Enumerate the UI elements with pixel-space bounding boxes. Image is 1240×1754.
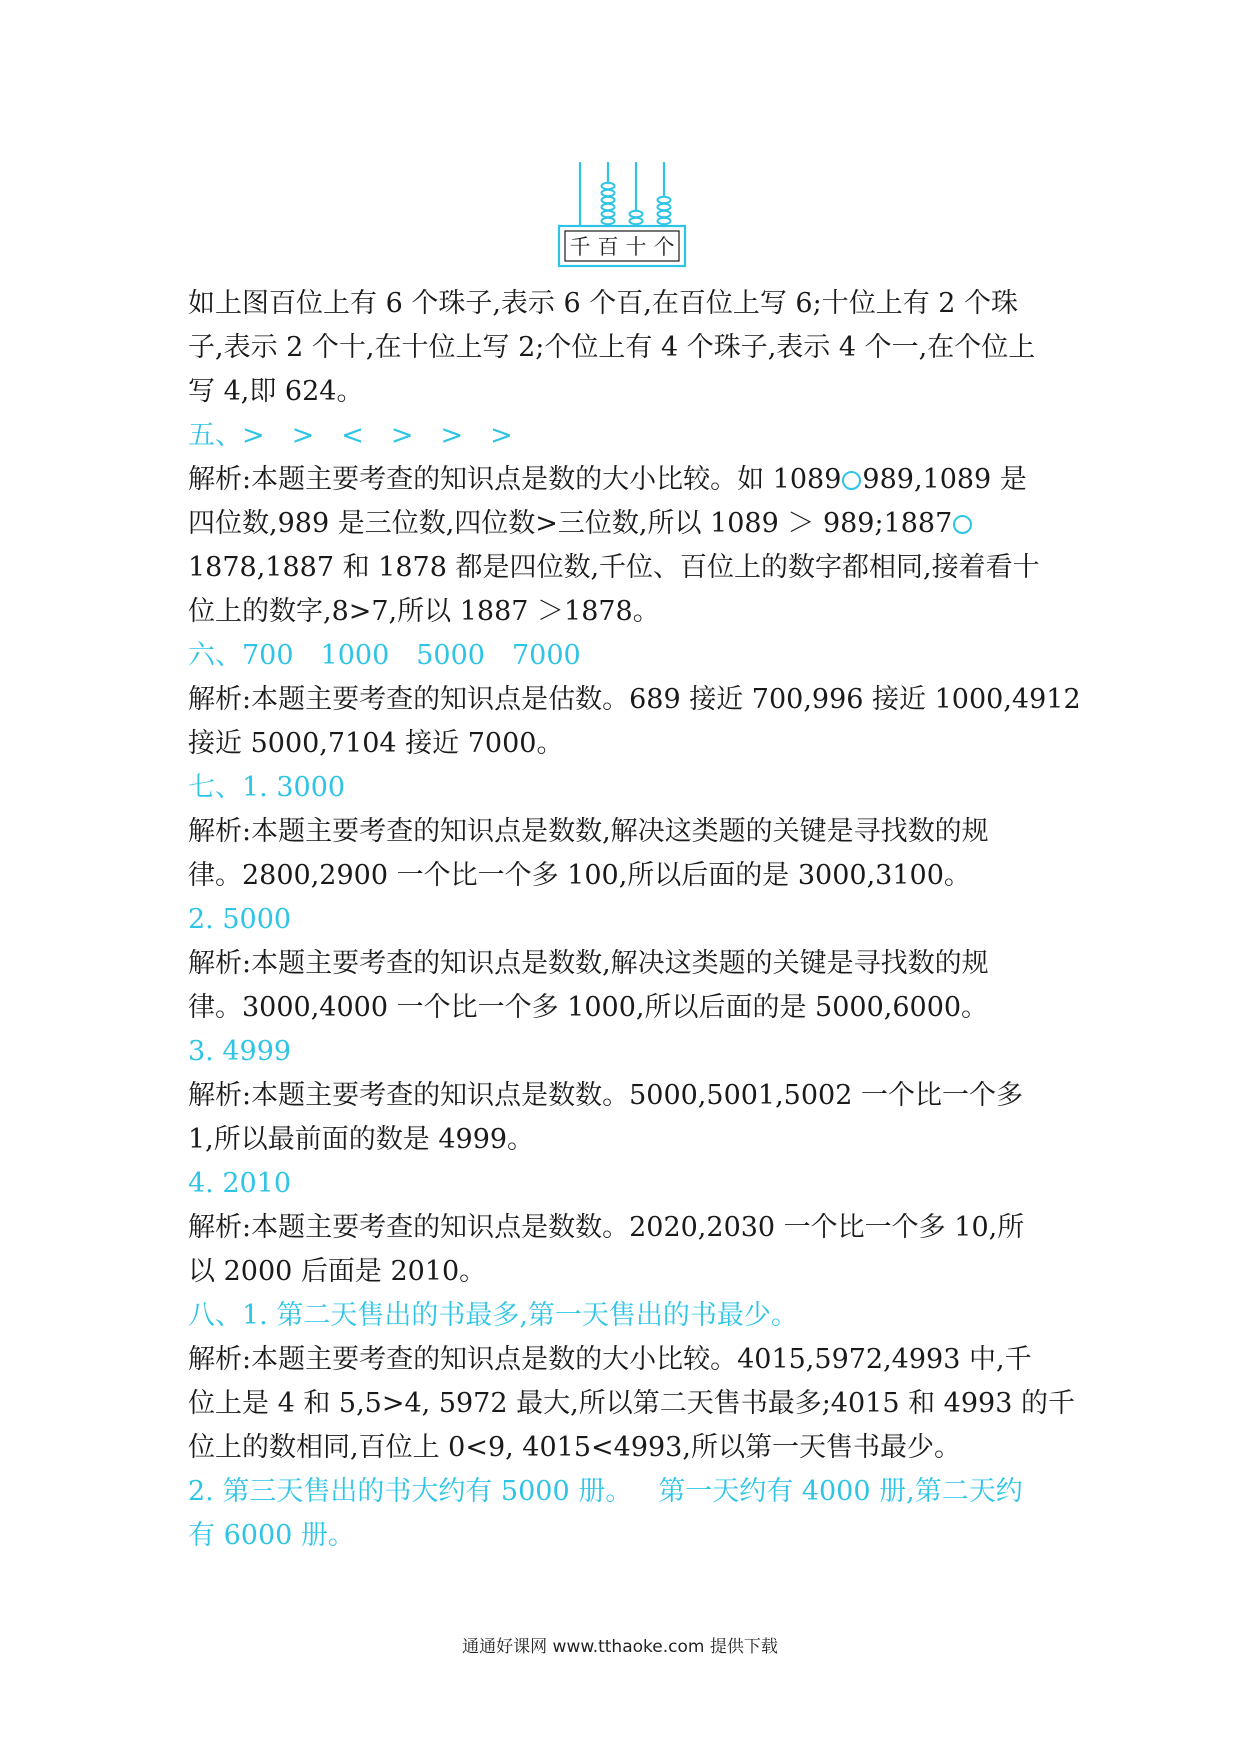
abacus-label-ones: 个 — [653, 235, 675, 259]
text-line: 写 4,即 624。 — [188, 376, 364, 407]
abacus-label-thousands: 千 — [569, 235, 591, 259]
text-line: 1,所以最前面的数是 4999。 — [188, 1124, 535, 1155]
text-line: 1878,1887 和 1878 都是四位数,千位、百位上的数字都相同,接着看十 — [188, 552, 1040, 583]
section-8-answer-1: 八、1. 第二天售出的书最多,第一天售出的书最少。 — [188, 1300, 798, 1331]
footer-credit: 通通好课网 www.tthaoke.com 提供下载 — [462, 1637, 778, 1657]
section-8-answer-2-cont: 有 6000 册。 — [188, 1520, 355, 1551]
abacus-bead — [602, 204, 615, 210]
abacus-bead — [658, 211, 671, 217]
text-line: 接近 5000,7104 接近 7000。 — [188, 728, 564, 759]
text-line: 位上是 4 和 5,5>4, 5972 最大,所以第二天售书最多;4015 和 4993 的千 — [188, 1388, 1075, 1419]
section-7-answer-3: 3. 4999 — [188, 1036, 292, 1067]
text-line: 位上的数相同,百位上 0<9, 4015<4993,所以第一天售书最少。 — [188, 1432, 961, 1463]
abacus-label-tens: 十 — [625, 235, 647, 259]
section-5-answers: 五、> > < > > > — [188, 420, 513, 451]
text-line: 解析:本题主要考查的知识点是数数。5000,5001,5002 一个比一个多 — [188, 1080, 1023, 1111]
abacus-label-hundreds: 百 — [597, 235, 619, 259]
text-line: 律。3000,4000 一个比一个多 1000,所以后面的是 5000,6000。 — [188, 992, 989, 1023]
abacus-illustration — [557, 160, 687, 270]
text-line: 以 2000 后面是 2010。 — [188, 1256, 487, 1287]
text-line: 四位数,989 是三位数,四位数>三位数,所以 1089 ＞ 989;1887 — [188, 502, 1068, 546]
section-8-answer-2: 2. 第三天售出的书大约有 5000 册。 第一天约有 4000 册,第二天约 — [188, 1476, 1023, 1507]
text-line: 解析:本题主要考查的知识点是数数,解决这类题的关键是寻找数的规 — [188, 948, 989, 979]
text-line: 解析:本题主要考查的知识点是数的大小比较。4015,5972,4993 中,千 — [188, 1344, 1032, 1375]
text-line: 如上图百位上有 6 个珠子,表示 6 个百,在百位上写 6;十位上有 2 个珠 — [188, 288, 1019, 319]
abacus-bead — [630, 218, 643, 224]
text-line: 解析:本题主要考查的知识点是数的大小比较。如 1089 989,1089 是 — [188, 464, 1027, 495]
text-line: 解析:本题主要考查的知识点是数数,解决这类题的关键是寻找数的规 — [188, 816, 989, 847]
section-7-answer-1: 七、1. 3000 — [188, 772, 346, 803]
section-7-answer-2: 2. 5000 — [188, 904, 292, 935]
comparison-circle-icon — [842, 471, 861, 490]
text-line: 子,表示 2 个十,在十位上写 2;个位上有 4 个珠子,表示 4 个一,在个位上 — [188, 332, 1036, 363]
abacus-bead — [658, 204, 671, 210]
abacus-bead — [602, 197, 615, 203]
answer-text-block — [188, 282, 1081, 1558]
text-line: 解析:本题主要考查的知识点是估数。689 接近 700,996 接近 1000,4912 — [188, 684, 1081, 715]
abacus-bead — [602, 218, 615, 224]
text-line: 位上的数字,8>7,所以 1887 ＞1878。 — [188, 596, 660, 627]
comparison-circle-icon — [953, 515, 972, 534]
section-7-answer-4: 4. 2010 — [188, 1168, 292, 1199]
abacus-bead — [658, 197, 671, 203]
abacus-bead — [630, 211, 643, 217]
abacus-bead — [602, 190, 615, 196]
abacus-bead — [602, 211, 615, 217]
section-6-answers: 六、700 1000 5000 7000 — [188, 640, 581, 671]
text-line: 解析:本题主要考查的知识点是数数。2020,2030 一个比一个多 10,所 — [188, 1212, 1025, 1243]
text-line: 律。2800,2900 一个比一个多 100,所以后面的是 3000,3100。 — [188, 860, 971, 891]
abacus-bead — [658, 218, 671, 224]
abacus-bead — [602, 183, 615, 189]
